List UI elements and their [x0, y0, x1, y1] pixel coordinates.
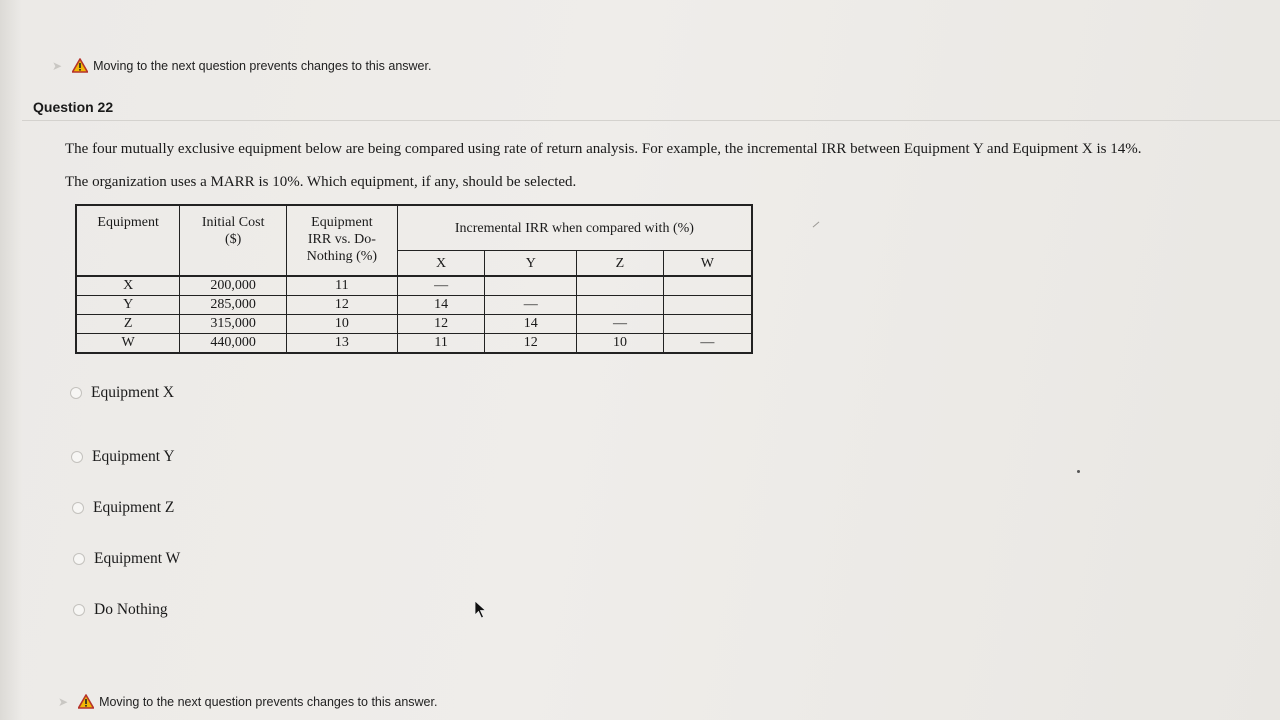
cell-cost: 200,000: [180, 276, 287, 296]
warning-text: Moving to the next question prevents changes to this answer.: [99, 694, 438, 709]
cell-inc-y: 14: [485, 315, 577, 334]
cell-inc-x: 11: [397, 334, 485, 354]
question-prompt-line1: The four mutually exclusive equipment below are being compared using rate of return analysis. For example, the incremental IRR between Equipment Y and Equipment X is 14%.: [65, 141, 1142, 157]
cell-irr: 10: [287, 315, 398, 334]
radio-button[interactable]: [73, 553, 85, 565]
cell-inc-y: 12: [485, 334, 577, 354]
header-compare-x: X: [397, 251, 485, 277]
cell-inc-x: 12: [397, 315, 485, 334]
cell-cost: 315,000: [180, 315, 287, 334]
option-label: Equipment X: [91, 384, 175, 401]
arrow-icon: ➤: [52, 58, 63, 73]
cell-inc-w: [663, 315, 752, 334]
header-initial-cost: Initial Cost ($): [180, 205, 287, 276]
cell-equipment: Z: [76, 315, 180, 334]
option-label: Do Nothing: [94, 601, 168, 618]
cell-inc-z: [577, 296, 664, 315]
cell-inc-x: 14: [397, 296, 485, 315]
cell-cost: 285,000: [180, 296, 287, 315]
option-equipment-y[interactable]: [71, 448, 175, 466]
cell-inc-w: [663, 276, 752, 296]
table-row: [76, 296, 752, 315]
screen-speck: [1077, 470, 1080, 473]
navigation-warning-top: [52, 58, 431, 73]
cell-equipment: Y: [76, 296, 180, 315]
cell-equipment: W: [76, 334, 180, 354]
option-label: Equipment Y: [92, 448, 175, 465]
page-left-shade: [0, 0, 22, 720]
header-compare-y: Y: [485, 251, 577, 277]
warning-icon: [78, 694, 94, 709]
arrow-icon: ➤: [58, 694, 69, 709]
cell-inc-z: —: [577, 315, 664, 334]
cell-equipment: X: [76, 276, 180, 296]
option-equipment-z[interactable]: [72, 499, 174, 517]
option-equipment-x[interactable]: [70, 384, 174, 402]
cell-inc-x: —: [397, 276, 485, 296]
divider: [22, 120, 1280, 121]
radio-button[interactable]: [72, 502, 84, 514]
cell-inc-w: —: [663, 334, 752, 354]
header-incremental-irr: Incremental IRR when compared with (%): [397, 205, 752, 251]
equipment-table: [75, 204, 753, 354]
cell-irr: 11: [287, 276, 398, 296]
table-row: [76, 276, 752, 296]
navigation-warning-bottom: [58, 694, 437, 709]
screen-mark: [813, 222, 820, 228]
cell-irr: 12: [287, 296, 398, 315]
option-label: Equipment Z: [93, 499, 175, 516]
option-do-nothing[interactable]: [73, 601, 168, 619]
cell-inc-y: [485, 276, 577, 296]
option-label: Equipment W: [94, 550, 181, 567]
option-equipment-w[interactable]: [73, 550, 180, 568]
header-equipment-irr: Equipment IRR vs. Do- Nothing (%): [287, 205, 398, 276]
radio-button[interactable]: [70, 387, 82, 399]
header-compare-w: W: [663, 251, 752, 277]
warning-icon: [72, 58, 88, 73]
question-title: Question 22: [33, 99, 114, 115]
warning-text: Moving to the next question prevents changes to this answer.: [93, 58, 432, 73]
mouse-cursor-icon: [474, 600, 488, 620]
header-compare-z: Z: [577, 251, 664, 277]
table-row: [76, 315, 752, 334]
header-equipment: Equipment: [76, 205, 180, 276]
cell-inc-w: [663, 296, 752, 315]
radio-button[interactable]: [71, 451, 83, 463]
cell-irr: 13: [287, 334, 398, 354]
radio-button[interactable]: [73, 604, 85, 616]
cell-inc-z: 10: [577, 334, 664, 354]
cell-inc-z: [577, 276, 664, 296]
question-prompt-line2: The organization uses a MARR is 10%. Which equipment, if any, should be selected.: [65, 174, 577, 190]
table-row: [76, 334, 752, 354]
cell-cost: 440,000: [180, 334, 287, 354]
cell-inc-y: —: [485, 296, 577, 315]
